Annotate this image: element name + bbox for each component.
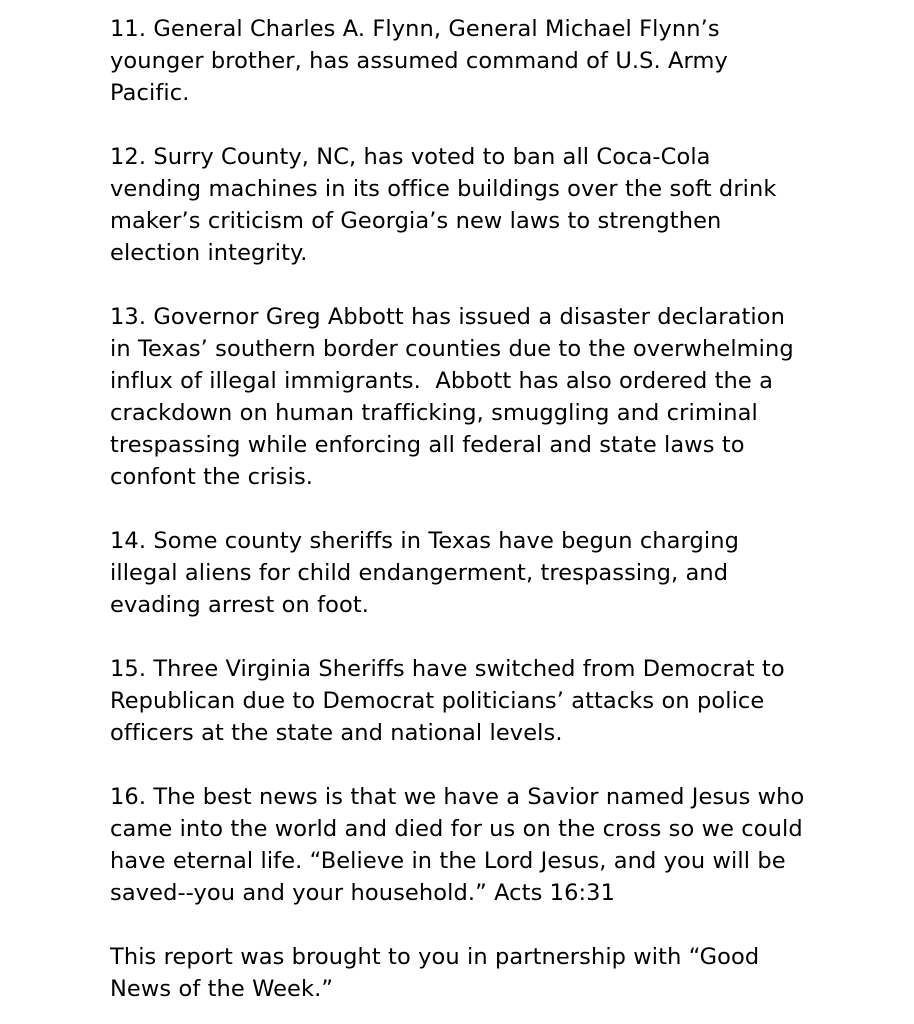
news-item-13: 13. Governor Greg Abbott has issued a disaster declaration in Texas’ southern border counties due to the overwhelming influx of illegal immigrants. Abbott has also ordered the a crackdown on human trafficking, smuggling and criminal trespassing while enforcing all federal and state laws to confont the crisis.: [110, 304, 794, 490]
news-item-15: 15. Three Virginia Sheriffs have switched from Democrat to Republican due to Democrat politicians’ attacks on police officers at the state and national levels.: [110, 656, 785, 746]
document-body: [110, 13, 870, 1005]
news-item-12: 12. Surry County, NC, has voted to ban all Coca-Cola vending machines in its office buildings over the soft drink maker’s criticism of Georgia’s new laws to strengthen election integrity.: [110, 144, 777, 266]
news-item-16: 16. The best news is that we have a Savior named Jesus who came into the world and died for us on the cross so we could have eternal life. “Believe in the Lord Jesus, and you will be saved--you and your household.” Acts 16:31: [110, 784, 805, 906]
news-item-11: 11. General Charles A. Flynn, General Michael Flynn’s younger brother, has assumed command of U.S. Army Pacific.: [110, 16, 728, 106]
news-item-14: 14. Some county sheriffs in Texas have begun charging illegal aliens for child endangerment, trespassing, and evading arrest on foot.: [110, 528, 739, 618]
report-credit: This report was brought to you in partnership with “Good News of the Week.”: [110, 944, 760, 1002]
